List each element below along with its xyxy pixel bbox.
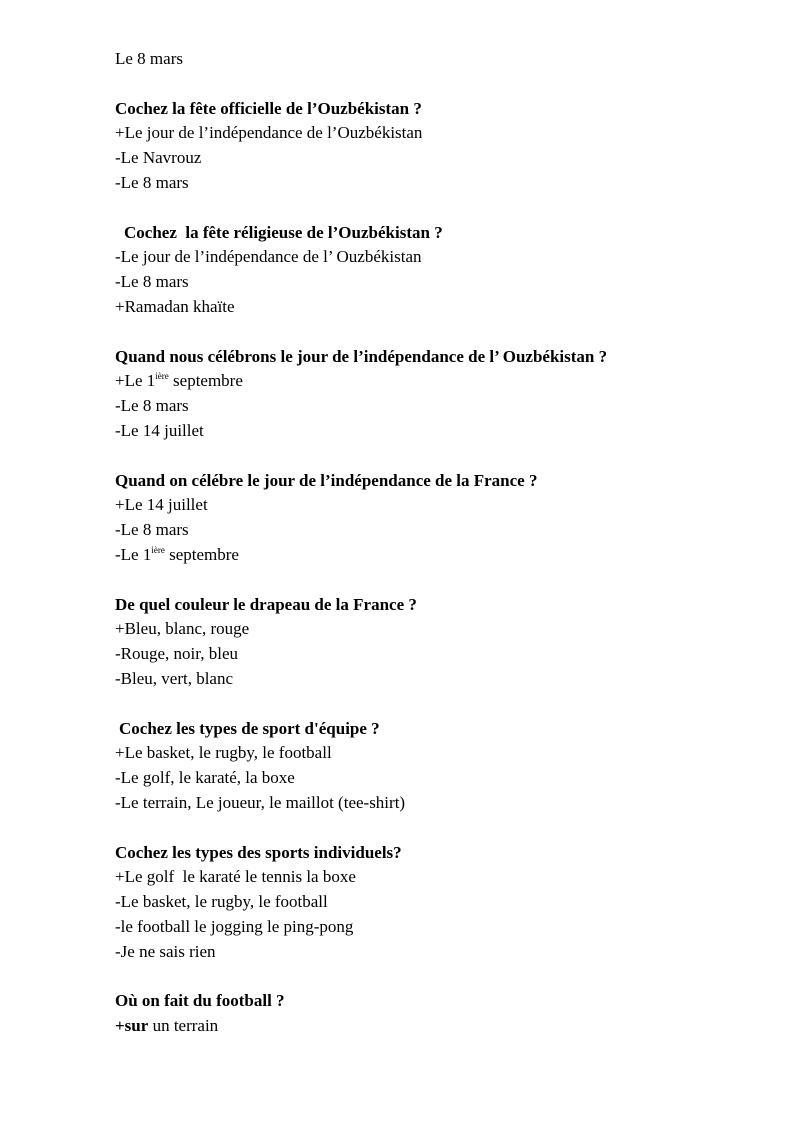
question-6: Cochez les types de sport d'équipe ? bbox=[119, 718, 380, 738]
question-1: Cochez la fête officielle de l’Ouzbékistan ? bbox=[115, 98, 422, 118]
answer-option: -le football le jogging le ping-pong bbox=[115, 916, 354, 936]
answer-option: -Le 8 mars bbox=[115, 396, 189, 416]
answer-option: -Le 14 juillet bbox=[115, 420, 204, 440]
answer-option: -Le 8 mars bbox=[115, 272, 189, 292]
superscript: ière bbox=[155, 371, 169, 382]
answer-option: +Le $1^{ière}$ septembre bbox=[115, 371, 243, 391]
answer-option: -Le jour de l’indépendance de l’ Ouzbékistan bbox=[115, 247, 422, 267]
answer-option: +Le 14 juillet bbox=[115, 495, 208, 515]
question-4: Quand on célébre le jour de l’indépendance de la France ? bbox=[115, 470, 538, 490]
answer-option: -Le terrain, Le joueur, le maillot (tee-shirt) bbox=[115, 792, 406, 812]
answer-option: +Bleu, blanc, rouge bbox=[115, 619, 250, 639]
answer-option: -Le $1^{ière}$ septembre bbox=[115, 544, 239, 564]
superscript: ière bbox=[151, 544, 165, 555]
question-5: De quel couleur le drapeau de la France ? bbox=[115, 594, 417, 614]
intro-line: Le 8 mars bbox=[115, 49, 183, 68]
answer-option: -Le 8 mars bbox=[115, 172, 189, 192]
answer-option: +Le basket, le rugby, le football bbox=[115, 743, 332, 763]
question-3: Quand nous célébrons le jour de l’indépendance de l’ Ouzbékistan ? bbox=[115, 346, 608, 366]
question-7: Cochez les types des sports individuels? bbox=[115, 842, 402, 862]
question-2: Cochez la fête réligieuse de l’Ouzbékistan ? bbox=[124, 222, 443, 242]
answer-option: -Je ne sais rien bbox=[115, 941, 216, 961]
answer-option: +Le jour de l’indépendance de l’Ouzbékistan bbox=[115, 123, 423, 143]
answer-option: -Bleu, vert, blanc bbox=[115, 668, 234, 688]
answer-option: -Le basket, le rugby, le football bbox=[115, 892, 328, 912]
answer-option: -Le golf, le karaté, la boxe bbox=[115, 768, 295, 788]
question-8: Où on fait du football ? bbox=[115, 991, 285, 1011]
answer-option: -Le 8 mars bbox=[115, 520, 189, 540]
answer-option: +sur un terrain bbox=[115, 1016, 219, 1036]
answer-option: +Ramadan khaïte bbox=[115, 296, 235, 316]
answer-option: +Le golf le karaté le tennis la boxe bbox=[115, 867, 356, 887]
answer-option: -Rouge, noir, bleu bbox=[115, 644, 239, 664]
document-page bbox=[115, 47, 755, 1039]
answer-option: -Le Navrouz bbox=[115, 148, 202, 168]
